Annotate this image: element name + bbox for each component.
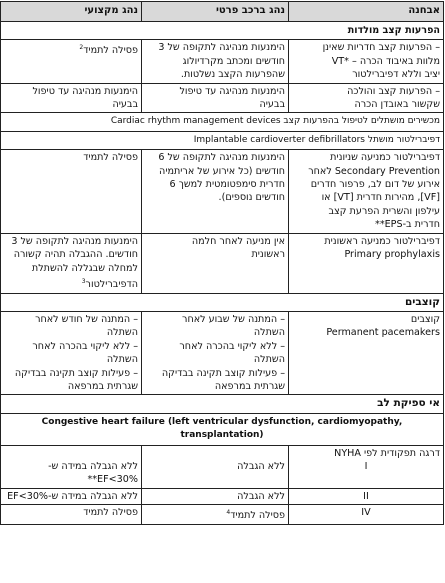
cell-line: חודשים (כל אירוע של אריתמיה bbox=[159, 165, 285, 177]
cell-diagnosis bbox=[289, 445, 444, 488]
cell-line: שקשור באובדן הכרה bbox=[354, 99, 440, 111]
cell-line: מלוות באיבוד הכרה – *VT bbox=[331, 55, 440, 67]
cell-line: – פעילות קוצב תקינה בבדיקה bbox=[14, 367, 138, 379]
cell-professional: פסילה לתמיד bbox=[1, 150, 142, 233]
cell-line: חדרית סימפטומטית למשך 6 bbox=[169, 179, 285, 191]
cell-private bbox=[142, 311, 289, 394]
section-title-heart-failure: אי ספיקת לב bbox=[1, 395, 444, 413]
nyha-class: II bbox=[289, 488, 444, 504]
banner-row bbox=[1, 113, 444, 131]
section-title-row bbox=[1, 22, 444, 40]
cell-line: Permanent pacemakers bbox=[326, 327, 440, 339]
table-row bbox=[1, 83, 444, 113]
cell-private bbox=[142, 505, 289, 525]
cell-diagnosis bbox=[289, 233, 444, 293]
cell-private: ללא הגבלה bbox=[142, 488, 289, 504]
cell-line: [VF], מהירות חדרית [VT] או bbox=[321, 192, 440, 204]
banner-devices: מכשירים מושתלים לטיפול בהפרעות קצב Cardiac rhythm management devices bbox=[1, 113, 444, 131]
cell-text: פסילה לתמיד bbox=[230, 510, 285, 522]
cell-line: – ללא ליקוי בהכרה לאחר bbox=[179, 340, 285, 352]
cell-line: – ללא ליקוי בהכרה לאחר bbox=[32, 340, 138, 352]
cell-line: הימנעות מנהיגה עד טיפול bbox=[179, 85, 285, 97]
cell-line: ללא הגבלה bbox=[237, 460, 285, 472]
cell-line: השתלה bbox=[253, 354, 285, 366]
cell-line: אירוע של דום לב, פרפור חדרים bbox=[310, 179, 440, 191]
cell-line: יציב וללא דפיברילטור bbox=[352, 69, 440, 81]
cell-line: דפיברילטור כמניעה שניונית bbox=[330, 152, 440, 164]
cell-line: Primary prophylaxis bbox=[344, 249, 440, 261]
cell-professional: ללא הגבלה במידה ש-EF<30% bbox=[1, 488, 142, 504]
cell-line: שגרתית במרפאה bbox=[67, 380, 138, 392]
cell-private bbox=[142, 150, 289, 233]
section-subtitle-row bbox=[1, 413, 444, 445]
footnote-marker: 4 bbox=[226, 509, 231, 517]
section-subtitle-chf: Congestive heart failure (left ventricular dysfunction, cardiomyopathy, transplantation) bbox=[1, 413, 444, 445]
table-row bbox=[1, 505, 444, 525]
cell-line: עילפון והשרית הפרעת קצב bbox=[328, 205, 440, 217]
cell-line: Secondary Prevention לאחר bbox=[308, 165, 440, 177]
nyha-class: IV bbox=[289, 505, 444, 525]
cell-line: קוצבים bbox=[410, 313, 440, 325]
cell-line: השתלה bbox=[106, 327, 138, 339]
cell-line: – הפרעות קצב חדריות שאינן bbox=[322, 42, 440, 54]
table-row bbox=[1, 40, 444, 83]
banner-icd: דפיברילטור מושתל Implantable cardioverter defibrillators bbox=[1, 131, 444, 149]
cell-line: חודשים ומכתב מקרדיולוג bbox=[182, 55, 285, 67]
cell-line: אין מניעה לאחר חלמה bbox=[191, 235, 285, 247]
cell-diagnosis bbox=[289, 150, 444, 233]
cell-line: השתלה bbox=[106, 354, 138, 366]
cell-line: בבעיה bbox=[112, 99, 138, 111]
cell-private bbox=[142, 40, 289, 83]
cell-professional: פסילה לתמיד bbox=[1, 505, 142, 525]
cell-line: הימנעות מנהיגה לתקופה של 6 bbox=[158, 152, 285, 164]
banner-row bbox=[1, 131, 444, 149]
table-row bbox=[1, 488, 444, 504]
table-row bbox=[1, 445, 444, 488]
cell-line: למחלה שבגללה להשתלת bbox=[31, 262, 138, 274]
cell-line: – פעילות קוצב תקינה בבדיקה bbox=[161, 367, 285, 379]
table-row bbox=[1, 311, 444, 394]
cell-line: דפיברילטור כמניעה ראשונית bbox=[324, 235, 440, 247]
cell-line: ללא הגבלה במידה ש- bbox=[48, 460, 138, 472]
table-row bbox=[1, 150, 444, 233]
cell-line: שהפרעות הקצב נשלטות. bbox=[180, 69, 285, 81]
cell-line bbox=[4, 275, 138, 292]
cell-line: – המתנה של שבוע לאחר bbox=[182, 313, 285, 325]
cell-line: הימנעות מנהיגה לתקופה של 3 bbox=[11, 235, 138, 247]
cell-private bbox=[142, 83, 289, 113]
cell-line: – המתנה של חודש לאחר bbox=[35, 313, 138, 325]
cell-professional bbox=[1, 83, 142, 113]
header-professional-driver: נהג מקצועי bbox=[1, 2, 142, 22]
document-page bbox=[1, 1, 444, 581]
nyha-label: דרגה תפקודית לפי NYHA bbox=[334, 447, 440, 459]
cell-diagnosis bbox=[289, 311, 444, 394]
footnote-marker: 2 bbox=[79, 44, 84, 52]
header-row bbox=[1, 2, 444, 22]
cell-line: ראשונית bbox=[251, 249, 285, 261]
cell-line: חדרית ב-EPS** bbox=[375, 219, 440, 231]
cell-private bbox=[142, 233, 289, 293]
cell-line: חודשים. ההגבלה תהיה קשורה bbox=[13, 249, 138, 261]
cell-diagnosis bbox=[289, 40, 444, 83]
cell-professional bbox=[1, 233, 142, 293]
cell-professional bbox=[1, 40, 142, 83]
section-title-congenital: הפרעות קצב מולדות bbox=[1, 22, 444, 40]
header-private-driver: נהג ברכב פרטי bbox=[142, 2, 289, 22]
cell-text: פסילה לתמיד bbox=[83, 45, 138, 57]
section-title-row bbox=[1, 395, 444, 413]
cell-line: שגרתית במרפאה bbox=[214, 380, 285, 392]
driving-fitness-table bbox=[0, 1, 444, 525]
cell-line: EF<30%** bbox=[87, 474, 138, 486]
cell-text: הדפיברילטור bbox=[85, 279, 138, 291]
cell-line: בבעיה bbox=[259, 99, 285, 111]
header-diagnosis: אבחנה bbox=[289, 2, 444, 22]
nyha-class: I bbox=[364, 460, 368, 472]
cell-professional bbox=[1, 445, 142, 488]
cell-line: חודשים נוספים). bbox=[218, 192, 285, 204]
section-title-pacemakers: קוצבים bbox=[1, 293, 444, 311]
section-title-row bbox=[1, 293, 444, 311]
footnote-marker: 3 bbox=[81, 277, 86, 285]
cell-professional bbox=[1, 311, 142, 394]
cell-line: הימנעות מנהיגה לתקופה של 3 bbox=[158, 42, 285, 54]
table-row bbox=[1, 233, 444, 293]
cell-diagnosis bbox=[289, 83, 444, 113]
cell-private bbox=[142, 445, 289, 488]
cell-line: הימנעות מנהיגה עד טיפול bbox=[32, 85, 138, 97]
cell-line: השתלה bbox=[253, 327, 285, 339]
cell-line: – הפרעות קצב והולכה bbox=[347, 85, 440, 97]
